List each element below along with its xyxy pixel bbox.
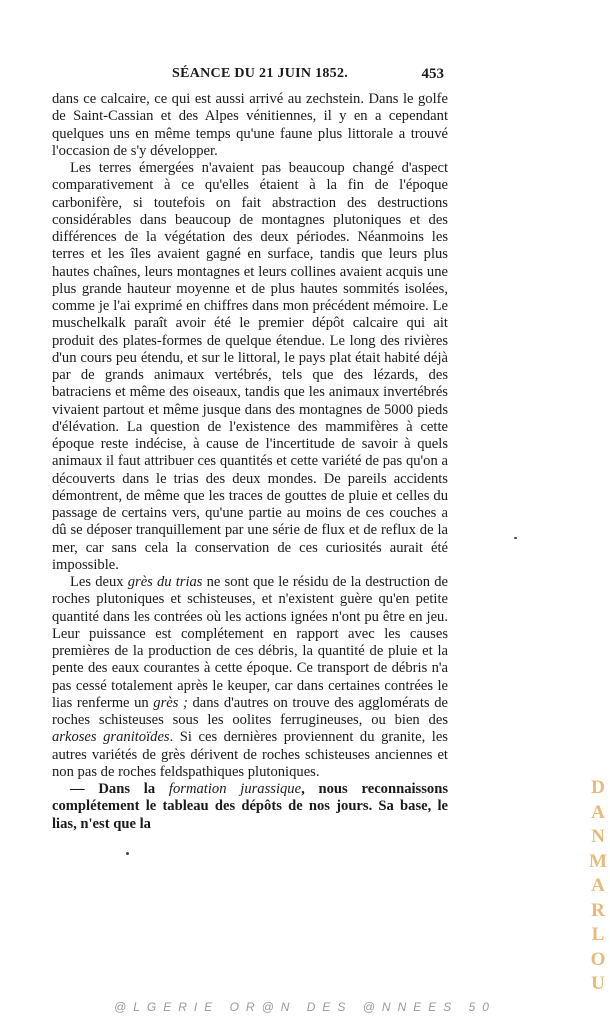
side-watermark-letter: A — [591, 801, 605, 823]
margin-dot — [126, 852, 129, 855]
side-watermark-letter: A — [591, 875, 605, 896]
term-arkoses-granitoides: arkoses granitoïdes — [52, 729, 170, 746]
paragraph-3 — [52, 574, 448, 781]
footer-watermark: @LGERIE OR@N DES @NNEES 50 — [114, 1000, 496, 1014]
side-watermark-letter: M — [589, 850, 607, 872]
side-watermark-letter: L — [591, 924, 605, 945]
paragraph-3-text-d: . Si ces dernières proviennent du granite, les autres variétés de grès dérivent de roches schisteuses anciennes et non pas de roches feldspathiques plutoniques. — [52, 729, 448, 780]
term-formation-jurassique: formation jurassique — [168, 781, 302, 797]
side-watermark-letter: R — [591, 899, 605, 921]
page-number: 453 — [421, 66, 444, 82]
term-gres: grès ; — [153, 694, 188, 711]
side-watermark-letter: D — [591, 777, 605, 798]
body-text — [52, 91, 448, 833]
paragraph-4-text-a: — Dans la — [70, 781, 169, 797]
paragraph-4-text-b: , nous reconnaissons complétement le tableau des dépôts de nos jours. Sa base, le lias, n'est que la — [52, 781, 449, 832]
term-gres-du-trias: grès du trias — [127, 574, 203, 590]
page-header — [0, 66, 610, 90]
side-watermark-letter: O — [590, 948, 606, 970]
side-watermark-letter: U — [591, 973, 605, 994]
side-watermark — [586, 776, 610, 997]
side-watermark-letter: N — [591, 826, 605, 847]
paragraph-3-text-a: Les deux — [70, 574, 128, 590]
paragraph-4 — [52, 781, 448, 833]
paragraph-3-text-b: ne sont que le résidu de la destruction de roches plutoniques et schisteuses, et n'existent guère qu'en petite quantité dans les contrées où les actions ignées n'ont pu être en jeu. Leur puissance est complétement en rapport avec les causes premières de la production de ces débris, la quantité de pluie et la pente des eaux courantes à cette époque. Ce transport de débris n'a pas cessé totalement après le keuper, car dans certaines contrées le lias renferme un — [52, 574, 448, 711]
running-head: SÉANCE DU 21 JUIN 1852. — [172, 66, 349, 81]
margin-dot — [514, 537, 517, 539]
paragraph-2: Les terres émergées n'avaient pas beaucoup changé d'aspect comparativement à ce qu'elles étaient à la fin de l'époque carbonifère, si toutefois on fait abstraction des destructions considérables dans beaucoup de montagnes plutoniques et des différences de la végétation des deux périodes. Néanmoins les terres et les îles avaient gagné en surface, tandis que leurs plus hautes chaînes, leurs montagnes et leurs collines avaient acquis une plus grande hauteur moyenne et de plus hautes sommités isolées, comme je l'ai exprimé en chiffres dans mon précédent mémoire. Le muschelkalk paraît avoir été le premier dépôt calcaire qui ait produit des plates-formes de quelque étendue. Le long des rivières d'un cours peu étendu, et sur le littoral, le pays plat était habité déjà par de grands animaux vertébrés, tels que des lézards, des batraciens et même des oiseaux, tandis que les animaux invertébrés vivaient partout et même jusque dans des montagnes de 5000 pieds d'élévation. La question de l'existence des mammifères à cette époque reste indécise, à cause de l'incertitude de savoir à quels animaux il faut attribuer ces quantités et cette variété de pas qu'on a découverts dans le trias des deux mondes. De pareils accidents démontrent, de même que les traces de gouttes de pluie et celles du passage de certains vers, qu'une partie au moins de ces couches a dû se déposer tranquillement par une série de flux et de reflux de la mer, car sans cela la conservation de ces curiosités aurait été impossible. — [52, 160, 448, 573]
paragraph-3-text-c: dans d'autres on trouve des agglomérats de roches schisteuses sous les oolites ferrugineuses, ou bien des — [52, 694, 448, 728]
paragraph-1: dans ce calcaire, ce qui est aussi arrivé au zechstein. Dans le golfe de Saint-Cassian et des Alpes vénitiennes, il y en a cependant quelques uns en même temps qu'une faune plus littorale a trouvé l'occasion de s'y développer. — [52, 91, 448, 159]
